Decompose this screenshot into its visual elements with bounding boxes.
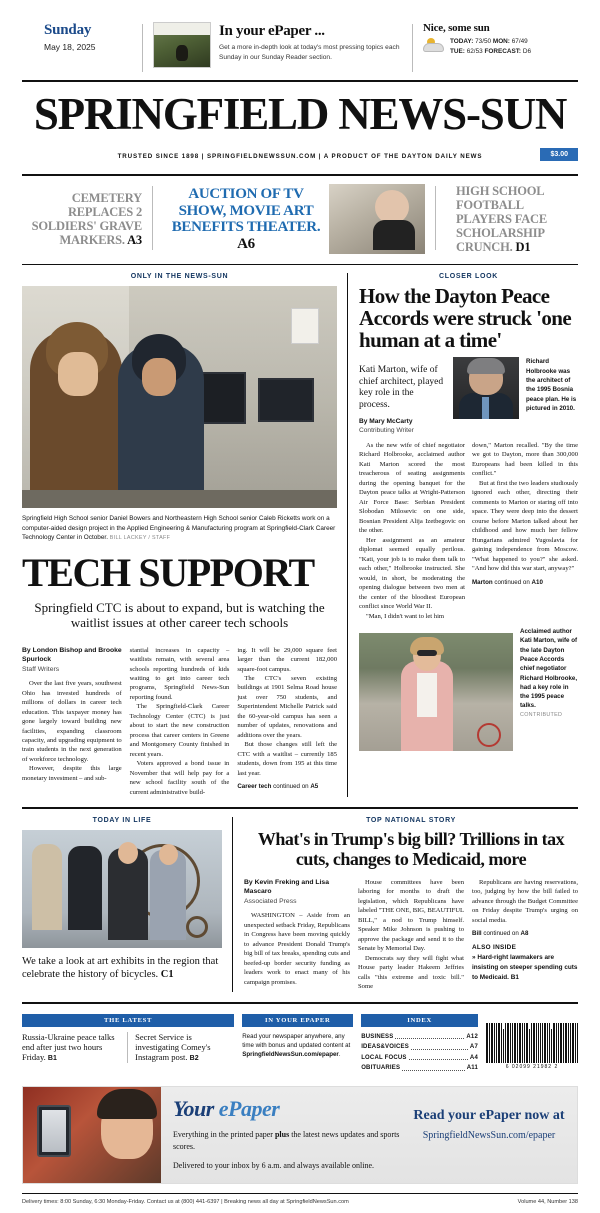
epaper-advertisement[interactable] <box>22 1086 578 1184</box>
body-paragraph: Voters approved a bond issue in November that will help pay for a new school facility south of the current administrative build- <box>129 760 230 796</box>
body-paragraph: Republicans are having reservations, too, judging by how the bill failed to advance through the Budget Committee on Friday despite Trump's urging on social media. <box>472 878 578 924</box>
index-name: BUSINESS <box>361 1033 394 1040</box>
jump-label: Bill <box>472 930 482 938</box>
index-page: A12 <box>466 1033 478 1040</box>
price-badge: $3.00 <box>540 148 578 161</box>
weather-mon-label: MON: <box>492 38 510 45</box>
ad-title-epaper: ePaper <box>218 1095 280 1121</box>
life-deck[interactable] <box>22 948 222 981</box>
promo-strip <box>22 176 578 264</box>
national-column-3 <box>472 878 578 992</box>
body-paragraph: Her assignment as an amateur diplomat seemed equally perilous. "Kati, your job is to make them talk to each other," Holbrooke instructed. She would, in short, be moderating the opening dialogue between two men at the center of the bloodiest European conflict since World War II. <box>359 536 465 611</box>
epaper-promo[interactable] <box>153 22 402 68</box>
lower-content <box>22 809 578 991</box>
lead-photo <box>22 286 337 508</box>
index-row[interactable] <box>361 1063 478 1074</box>
promo-page: A6 <box>237 235 255 252</box>
epaper-thumbnail-image <box>153 22 211 68</box>
divider <box>142 24 143 72</box>
national-column-1 <box>244 878 350 992</box>
rule <box>22 1002 578 1004</box>
barcode-number: 6 02099 21982 2 <box>505 1064 559 1071</box>
also-inside-item[interactable] <box>472 951 578 982</box>
body-paragraph: WASHINGTON – Aside from an unexpected setback Friday, Republicans in Congress have been moving quickly to advance President Donald Trump's big bill of tax breaks, spending cuts and beefed-up border security funding as leaders work to enact many of his campaign promises. <box>244 912 350 986</box>
index-row[interactable] <box>361 1032 478 1043</box>
promo-text: CEMETERY REPLACES 2 SOLDIERS' GRAVE MARKERS. <box>31 191 142 247</box>
lead-kicker: ONLY IN THE NEWS-SUN <box>130 273 229 280</box>
latest-item-page: B2 <box>189 1055 199 1063</box>
footer-delivery-info: Delivery times: 8:00 Sunday, 6:30 Monday-Friday. Contact us at (800) 441-6397 | Breaking news all day at SpringfieldNewsSun.com <box>22 1198 349 1205</box>
index-header: INDEX <box>361 1014 478 1027</box>
promo-page: A3 <box>127 233 142 247</box>
latest-item-text: Russia-Ukraine peace talks end after just two hours Friday. <box>22 1031 115 1063</box>
byline-role: Staff Writers <box>22 665 60 673</box>
lead-columns <box>22 641 337 798</box>
ad-body-text-2: the latest news updates and sports scores. <box>173 1129 400 1152</box>
divider <box>435 186 436 250</box>
body-paragraph: But those changes still left the CTC with a waitlist – currently 185 students, down from 195 at this time last year. <box>237 741 338 777</box>
index-page: A4 <box>469 1054 478 1061</box>
ad-title-your: Your <box>173 1095 219 1121</box>
byline-names: By Mary McCarty <box>359 418 413 426</box>
promo-text: AUCTION OF TV SHOW, MOVIE ART BENEFITS THEATER. <box>171 186 321 235</box>
national-kicker: TOP NATIONAL STORY <box>366 817 456 825</box>
closer-look-story <box>347 273 578 797</box>
byline-names: By Kevin Freking and Lisa Mascaro <box>244 878 329 896</box>
lead-story <box>22 273 347 797</box>
photo-credit: BILL LACKEY / STAFF <box>109 535 171 542</box>
cutline-text: Acclaimed author Kati Marton, wife of the late Dayton Peace Accords chief negotiator Richard Holbrooke, had a key role in the 1995 peace talks. <box>520 628 578 710</box>
lead-photo-cutline <box>22 508 337 543</box>
weather-mon-value: 67/49 <box>511 38 528 45</box>
jump-page: A8 <box>520 930 529 938</box>
byline-names: By London Bishop and Brooke Spurlock <box>22 646 122 664</box>
index-page: A11 <box>466 1065 478 1072</box>
date-block <box>22 22 132 52</box>
also-inside-text: » Hard-right lawmakers are insisting on steeper spending cuts to Medicaid. <box>472 954 578 981</box>
leader-dots <box>409 1053 468 1061</box>
bottom-bar <box>22 1014 578 1074</box>
barcode-section <box>486 1014 578 1074</box>
byline-role: Contributing Writer <box>359 426 414 434</box>
holbrooke-photo <box>453 357 519 419</box>
promo-item-football[interactable] <box>446 184 578 254</box>
index-name: IDEAS&VOICES <box>361 1044 409 1051</box>
nameplate <box>0 82 600 141</box>
body-paragraph: Over the last five years, southwest Ohio has invested hundreds of millions of dollars in career tech education. This taxpayer money has gone largely toward building new facilities, expanding classroom capacity, and upgrading equipment to train students in the next generation of workforce technology. <box>22 680 122 763</box>
index-page: A7 <box>469 1044 478 1051</box>
in-your-epaper-section <box>242 1014 353 1074</box>
leader-dots <box>411 1042 468 1050</box>
promo-page: D1 <box>515 240 531 254</box>
epaper-text-lead: Read your newspaper anywhere, any time with bonus and updated content at <box>242 1032 351 1049</box>
lead-column-1 <box>22 646 122 798</box>
weather-today-label: TODAY: <box>450 38 474 45</box>
leader-dots <box>395 1032 464 1040</box>
weather-today-row <box>450 37 531 47</box>
trustline: TRUSTED SINCE 1898 | SPRINGFIELDNEWSSUN.COM | A PRODUCT OF THE DAYTON DAILY NEWS <box>117 153 483 160</box>
national-jumpline[interactable] <box>472 925 578 937</box>
body-paragraph: down," Marton recalled. "By the time we got to Dayton, more than 300,000 Europeans had been killed in this conflict." <box>472 441 578 478</box>
national-headline[interactable]: What's in Trump's big bill? Trillions in tax cuts, changes to Medicaid, more <box>257 829 565 870</box>
lead-headline[interactable]: TECH SUPPORT <box>22 550 314 596</box>
jump-text: continued on <box>273 783 309 791</box>
weather-block[interactable] <box>423 22 578 57</box>
in-your-epaper-text[interactable] <box>242 1027 353 1060</box>
body-paragraph: stantial increases in capacity – waitlists remain, with several area schools reporting hundreds of kids waiting to get into career tech programs, Springfield News-Sun reporting found. <box>129 646 230 701</box>
body-paragraph: However, despite this large monetary investment – and sub- <box>22 765 122 782</box>
latest-item[interactable] <box>22 1032 127 1064</box>
epaper-promo-subtitle: Get a more in-depth look at today's most pressing topics each Sunday in our Sunday Reader section. <box>219 44 400 61</box>
index-name: LOCAL FOCUS <box>361 1054 407 1061</box>
weather-tue-label: TUE: <box>450 47 465 55</box>
body-paragraph: As the new wife of chief negotiator Richard Holbrooke, acclaimed author Kati Marton scored the most treacherous of seating assignments during the opening banquet for the Dayton peace talks at Wright-Patterson Air Force Base: Serbian President Slobodan Milosevic on one side, Bosnian President Alija Izetbegovic on the other. <box>359 441 465 535</box>
ad-cta: Read your ePaper now at <box>413 1107 565 1123</box>
latest-item[interactable] <box>127 1032 234 1064</box>
byline-role: Associated Press <box>244 897 297 905</box>
divider <box>412 24 413 72</box>
latest-item-text: Secret Service is investigating Comey's Instagram post. <box>135 1031 211 1063</box>
index-section <box>361 1014 478 1074</box>
weather-forecast-label: FORECAST: <box>484 47 522 55</box>
sun-cloud-icon <box>423 37 445 55</box>
body-paragraph: The Springfield-Clark Career Technology Center (CTC) is just about to start the new construction process that career centers in Greene and Montgomery County finished in recent years. <box>129 703 230 758</box>
ad-url[interactable]: SpringfieldNewsSun.com/epaper <box>422 1129 556 1141</box>
jump-page: A5 <box>310 783 319 791</box>
masthead-title: SPRINGFIELD NEWS-SUN <box>33 89 567 139</box>
ad-body-2: Delivered to your inbox by 6 a.m. and always available online. <box>173 1161 375 1171</box>
promo-item-cemetery[interactable] <box>22 184 142 254</box>
weather-headline: Nice, some sun <box>423 22 490 34</box>
lead-column-3 <box>237 646 337 798</box>
photo-credit: CONTRIBUTED <box>520 711 563 718</box>
skybox <box>0 0 600 76</box>
promo-item-auction[interactable] <box>163 184 329 254</box>
closer-look-kicker: CLOSER LOOK <box>438 273 499 280</box>
the-latest-header: THE LATEST <box>22 1014 234 1027</box>
body-paragraph: ing. It will be 29,000 square feet larger than the current 182,000 square-foot campus. <box>237 646 338 673</box>
body-paragraph: The CTC's seven existing buildings at 1901 Selma Road house just over 750 students, and Superintendent Michelle Patrick said the 60-year-old campus has seen a number of updates, renovations and additions over the years. <box>237 675 338 739</box>
barcode-icon <box>486 1017 578 1063</box>
lead-column-2 <box>130 646 230 798</box>
weather-today-value: 73/50 <box>475 38 492 45</box>
page-footer <box>22 1193 578 1205</box>
marton-photo <box>359 633 513 751</box>
body-paragraph: House committees have been laboring for months to draft the legislation, which Republicans have labeled "THE ONE, BIG, BEAUTIFUL BILL," a nod to Trump himself. Speaker Mike Johnson is pushing to approve the package and send it to the Senate by Memorial Day. <box>358 878 464 953</box>
day-of-week: Sunday <box>44 22 92 38</box>
weather-tue-value: 62/53 <box>466 47 483 55</box>
national-story <box>232 817 578 991</box>
ad-title <box>173 1096 403 1122</box>
also-inside-head: ALSO INSIDE <box>472 944 517 952</box>
ad-body-1 <box>173 1122 403 1154</box>
today-in-life-story <box>22 817 232 991</box>
jump-label: Career tech <box>237 783 272 791</box>
national-byline <box>244 878 350 907</box>
index-name: OBITUARIES <box>361 1065 401 1072</box>
closer-look-column-1 <box>359 441 465 621</box>
index-row[interactable] <box>361 1053 478 1064</box>
closer-look-columns <box>359 436 578 621</box>
closer-look-headline[interactable]: How the Dayton Peace Accords were struck 'one human at a time' <box>359 284 572 352</box>
jump-label: Marton <box>472 578 493 586</box>
index-row[interactable] <box>361 1042 478 1053</box>
promo-text: HIGH SCHOOL FOOTBALL PLAYERS FACE SCHOLARSHIP CRUNCH. <box>456 184 548 254</box>
life-photo <box>22 830 222 948</box>
publication-date: May 18, 2025 <box>44 42 96 52</box>
national-columns <box>244 870 578 992</box>
footer-volume: Volume 44, Number 138 <box>517 1198 578 1205</box>
closer-look-column-2 <box>472 441 578 621</box>
weather-forecast-page: D6 <box>522 47 532 55</box>
epaper-url: SpringfieldNewsSun.com/epaper <box>242 1051 339 1059</box>
also-inside-page: B1 <box>510 973 519 981</box>
body-paragraph: Democrats say they will fight what House party leader Hakeem Jeffries calls "this extreme and toxic bill." Some <box>358 954 464 991</box>
ad-photo <box>23 1087 161 1183</box>
closer-look-jumpline[interactable] <box>472 574 578 586</box>
main-content <box>22 265 578 797</box>
life-deck-text: We take a look at art exhibits in the region that celebrate the history of bicycles. <box>22 956 219 980</box>
divider <box>152 186 153 250</box>
body-paragraph: But at first the two leaders studiously ignored each other, directing their comments to Marton or staring off into space. They were deep into the dessert course before Marton talked about her childhood and how much her fellow Hungarians admired Yugoslavia for gaining independence from Moscow. "What happened to you?" she asked. "And how did this war start, anyway?" <box>472 479 578 573</box>
closer-look-byline <box>359 411 446 436</box>
leader-dots <box>402 1063 465 1071</box>
holbrooke-cutline: Richard Holbrooke was the architect of the 1995 Bosnia peace plan. He is pictured in 2010. <box>526 358 577 412</box>
the-latest-section <box>22 1014 234 1074</box>
jump-text: continued on <box>483 930 519 938</box>
promo-photo <box>329 184 425 254</box>
epaper-text-tail: . <box>338 1051 341 1059</box>
national-column-2 <box>358 878 464 992</box>
lead-jumpline[interactable] <box>237 778 337 790</box>
lead-deck: Springfield CTC is about to expand, but is watching the waitlist issues at other career tech schools <box>34 600 325 631</box>
ad-body-plus: plus <box>274 1129 290 1139</box>
life-kicker: TODAY IN LIFE <box>92 817 152 825</box>
in-your-epaper-header: IN YOUR EPAPER <box>242 1014 353 1027</box>
latest-item-page: B1 <box>47 1055 57 1063</box>
ad-body-text: Everything in the printed paper <box>173 1129 275 1139</box>
marton-cutline <box>520 627 578 751</box>
jump-text: continued on <box>494 578 530 586</box>
jump-page: A10 <box>531 578 543 586</box>
lead-byline <box>22 646 122 675</box>
life-page: C1 <box>160 968 174 980</box>
epaper-promo-title: In your ePaper ... <box>219 23 325 39</box>
weather-tue-row <box>450 47 531 57</box>
cutline-text: Springfield High School senior Daniel Bowers and Northeastern High School senior Caleb Ricketts work on a computer-aided design project in the Applied Engineering & Manufacturing program at Springfield-Clark Career Technology Center in October. <box>22 515 336 542</box>
closer-look-deck: Kati Marton, wife of chief architect, played key role in the process. <box>359 365 444 410</box>
body-paragraph: "Man, I didn't want to let him <box>366 612 445 620</box>
